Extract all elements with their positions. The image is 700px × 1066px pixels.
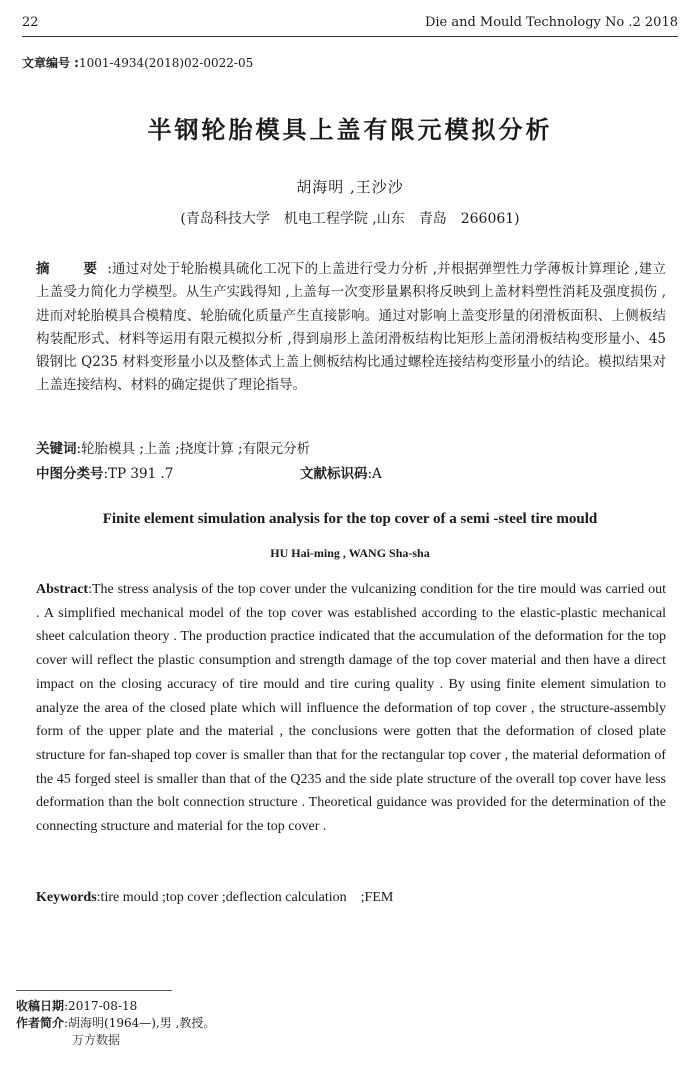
abstract-english-label: Abstract [36,582,89,597]
header-rule [22,36,678,37]
keywords-chinese-text: :轮胎模具 ;上盖 ;挠度计算 ;有限元分析 [76,441,311,457]
footnote-rule [16,990,172,991]
footnote-author-bio [16,1014,215,1031]
watermark-text: 万方数据 [72,1033,121,1047]
document-code-label: 文献标识码 [300,466,368,482]
abstract-english-text: :The stress analysis of the top cover under the vulcanizing condition for the tire mould was carried out . A simplified mechanical model of the top cover was established according to the elastic-plastic mechanical sheet calculation theory . The production practice indicated that the accumulation of the deformation for the top cover will reflect the plastic consumption and strength damage of the top cover material and then have a direct impact on the closing accuracy of tire mould and tire curing quality . By using finite element simulation to analyze the area of the closed plate which will influence the deformation of top cover , the structure-assembly form of the upper plate and the material , the conclusions were gotten that the deformation of closed plate structure for fan-shaped top cover is smaller than that for the rectangular top cover , the material deformation of the 45 forged steel is smaller than that of the Q235 and the side plate structure of the overall top cover have less deformation than the bolt connection structure . Theoretical guidance was provided for the determination of the connecting structure and material for the top cover . [36,582,666,835]
abstract-chinese-text: :通过对处于轮胎模具硫化工况下的上盖进行受力分析 ,并根据弹塑性力学薄板计算理论 ,建立上盖受力简化力学模型。从生产实践得知 ,上盖每一次变形量累积将反映到上盖材料塑性消耗及强度损伤 ,进而对轮胎模具合模精度、轮胎硫化质量产生直接影响。通过对影响上盖变形量的闭滑板面积、上侧板结构装配形式、材料等运用有限元模拟分析 ,得到扇形上盖闭滑板结构比矩形上盖闭滑板结构变形量小、45 锻钢比 Q235 材料变形量小以及整体式上盖上侧板结构比通过螺栓连接结构变形量小的结论。模拟结果对上盖连接结构、材料的确定提供了理论指导。 [36,261,667,394]
keywords-chinese-label: 关键词 [36,441,77,457]
author-bio-label: 作者简介 [16,1016,65,1030]
authors-chinese: 胡海明 ,王沙沙 [296,178,404,196]
document-code [300,462,382,482]
journal-name: Die and Mould Technology No .2 2018 [424,15,678,30]
classification-code-value: :TP 391 .7 [103,466,174,482]
page-number: 22 [22,15,39,30]
classification-code-label: 中图分类号 [36,466,104,482]
keywords-english [36,886,666,906]
classification-code [36,462,173,482]
title-english: Finite element simulation analysis for the top cover of a semi -steel tire mould [102,511,598,527]
keywords-english-text: :tire mould ;top cover ;deflection calculation ;FEM [96,890,394,905]
article-number-value: 1001-4934(2018)02-0022-05 [78,56,254,70]
title-chinese: 半钢轮胎模具上盖有限元模拟分析 [147,116,553,144]
article-number [22,54,253,71]
received-date-label: 收稿日期 [16,999,65,1013]
footnote-received-date [16,997,137,1014]
keywords-english-label: Keywords [36,890,97,905]
keywords-chinese [36,437,666,457]
authors-english: HU Hai-ming , WANG Sha-sha [270,546,430,560]
document-code-value: :A [367,466,382,482]
article-number-label: 文章编号 : [22,56,79,70]
abstract-chinese [36,258,666,398]
running-header [22,12,678,34]
abstract-chinese-label: 摘 要 [36,261,108,277]
author-bio-value: :胡海明(1964—),男 ,教授。 [64,1016,216,1030]
abstract-english [36,578,666,839]
affiliation-chinese: (青岛科技大学 机电工程学院 ,山东 青岛 266061) [180,211,520,227]
received-date-value: :2017-08-18 [64,999,138,1013]
